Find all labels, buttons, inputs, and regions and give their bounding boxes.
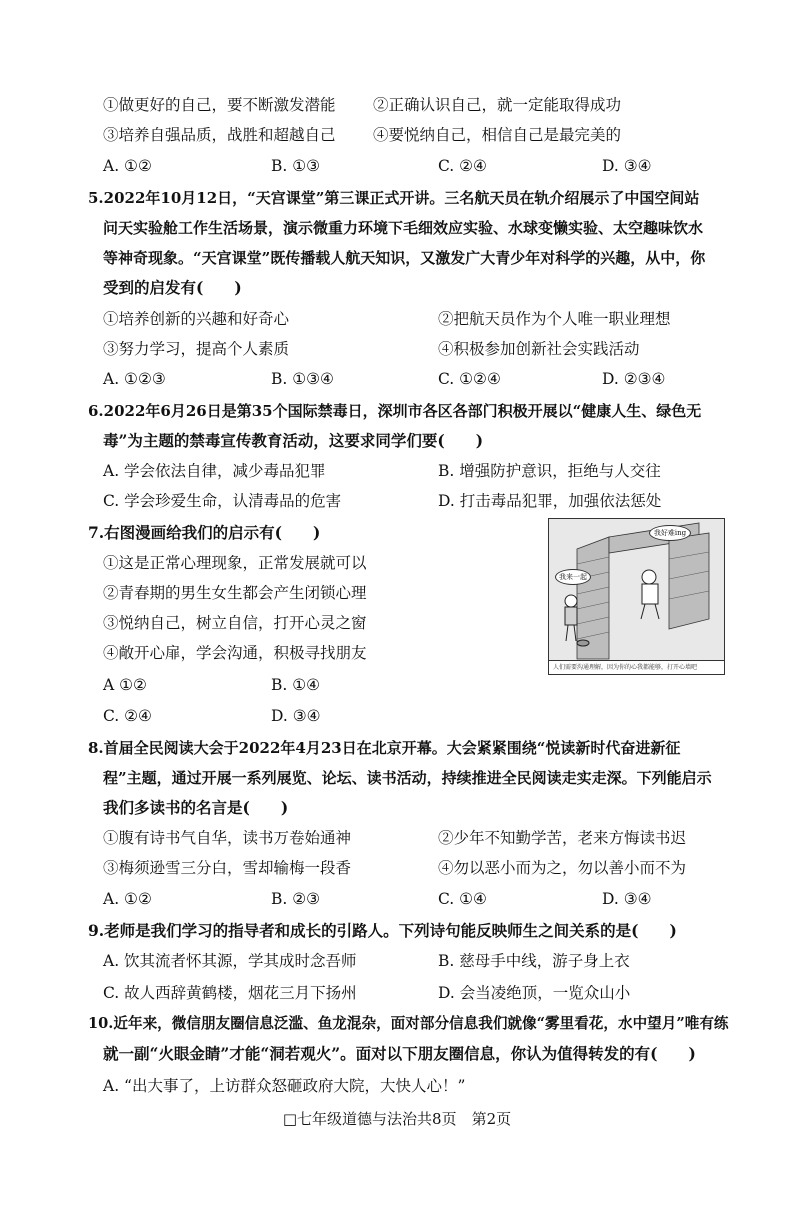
q8-statement-1: ①腹有诗书气自华，读书万卷始通神: [103, 829, 352, 847]
q7-option-a: A ①②: [103, 676, 147, 694]
q5-option-a: A. ①②③: [103, 370, 166, 388]
comic-caption: 人们需要沟通理解，因为你的心我都能够，打开心墙吧: [549, 660, 724, 674]
q5-stem-line-1: 5.2022年10月12日，“天宫课堂”第三课正式开讲。三名航天员在轨介绍展示了中国空间站: [88, 189, 700, 207]
page-footer: □七年级道德与法治共8页 第2页: [282, 1110, 512, 1128]
q7-statement-1: ①这是正常心理现象，正常发展就可以: [103, 554, 367, 572]
q4-statement-4: ④要悦纳自己，相信自己是最完美的: [373, 126, 622, 144]
q4-option-d: D. ③④: [602, 157, 652, 175]
q5-stem-line-4: 受到的启发有( ): [103, 278, 242, 297]
comic-bubble-inside: 我好难ing: [649, 525, 691, 541]
q4-statement-2: ②正确认识自己，就一定能取得成功: [373, 96, 622, 114]
q9-option-b: B. 慈母手中线，游子身上衣: [438, 952, 630, 970]
q9-option-a: A. 饮其流者怀其源，学其成时念吾师: [103, 952, 357, 970]
q10-stem-line-1: 10.近年来，微信朋友圈信息泛滥、鱼龙混杂，面对部分信息我们就像“雾里看花，水中望月”唯有练: [88, 1015, 729, 1032]
q7-statement-3: ③悦纳自己，树立自信，打开心灵之窗: [103, 614, 367, 632]
q4-option-c: C. ②④: [438, 157, 487, 175]
q9-stem: 9.老师是我们学习的指导者和成长的引路人。下列诗句能反映师生之间关系的是( ): [88, 921, 677, 940]
q7-statement-4: ④敞开心扉，学会沟通，积极寻找朋友: [103, 644, 367, 662]
q6-stem-line-1: 6.2022年6月26日是第35个国际禁毒日，深圳市各区各部门积极开展以“健康人生、绿色无: [88, 402, 702, 420]
q4-statement-1: ①做更好的自己，要不断激发潜能: [103, 96, 336, 114]
q8-option-c: C. ①④: [438, 890, 487, 908]
q5-statement-2: ②把航天员作为个人唯一职业理想: [438, 310, 671, 328]
q8-option-b: B. ②③: [271, 890, 321, 908]
q6-option-c: C. 学会珍爱生命，认清毒品的危害: [103, 492, 342, 510]
q7-statement-2: ②青春期的男生女生都会产生闭锁心理: [103, 584, 367, 602]
q8-statement-2: ②少年不知勤学苦，老来方悔读书迟: [438, 829, 687, 847]
q6-option-a: A. 学会依法自律，减少毒品犯罪: [103, 462, 326, 480]
q5-option-c: C. ①②④: [438, 370, 501, 388]
q4-statement-3: ③培养自强品质，战胜和超越自己: [103, 126, 336, 144]
q8-stem-line-2: 程”主题，通过开展一系列展览、论坛、读书活动，持续推进全民阅读走实走深。下列能启示: [103, 769, 712, 787]
q10-stem-line-2: 就一副“火眼金睛”才能“洞若观火”。面对以下朋友圈信息，你认为值得转发的有( ): [103, 1044, 696, 1063]
q10-option-a: A. “出大事了，上访群众怒砸政府大院，大快人心！”: [103, 1077, 466, 1095]
comic-drawing: [549, 519, 724, 660]
q8-statement-4: ④勿以恶小而为之，勿以善小而不为: [438, 859, 687, 877]
q7-option-b: B. ①④: [271, 676, 321, 694]
q5-statement-3: ③努力学习，提高个人素质: [103, 340, 290, 358]
q9-option-c: C. 故人西辞黄鹤楼，烟花三月下扬州: [103, 984, 357, 1002]
q4-option-a: A. ①②: [103, 157, 152, 175]
q5-stem-line-2: 问天实验舱工作生活场景，演示微重力环境下毛细效应实验、水球变懒实验、太空趣味饮水: [103, 219, 704, 237]
q8-stem-line-3: 我们多读书的名言是( ): [103, 798, 289, 817]
q5-option-d: D. ②③④: [602, 370, 666, 388]
comic-bubble-outside: 我来一起: [555, 569, 591, 585]
q5-statement-4: ④积极参加创新社会实践活动: [438, 340, 640, 358]
q7-option-d: D. ③④: [271, 707, 321, 725]
q7-stem: 7.右图漫画给我们的启示有( ): [88, 523, 321, 542]
q7-comic-image: [548, 518, 725, 675]
q8-statement-3: ③梅须逊雪三分白，雪却输梅一段香: [103, 859, 352, 877]
q7-option-c: C. ②④: [103, 707, 152, 725]
q8-stem-line-1: 8.首届全民阅读大会于2022年4月23日在北京开幕。大会紧紧围绕“悦读新时代奋进新征: [88, 739, 681, 757]
q6-option-d: D. 打击毒品犯罪，加强依法惩处: [438, 492, 662, 510]
q8-option-a: A. ①②: [103, 890, 152, 908]
q5-stem-line-3: 等神奇现象。“天宫课堂”既传播载人航天知识，又激发广大青少年对科学的兴趣，从中，你: [103, 249, 706, 267]
q5-option-b: B. ①③④: [271, 370, 334, 388]
q6-option-b: B. 增强防护意识，拒绝与人交往: [438, 462, 661, 480]
q9-option-d: D. 会当凌绝顶，一览众山小: [438, 984, 631, 1002]
q4-option-b: B. ①③: [271, 157, 321, 175]
q5-statement-1: ①培养创新的兴趣和好奇心: [103, 310, 290, 328]
q6-stem-line-2: 毒”为主题的禁毒宣传教育活动，这要求同学们要( ): [103, 431, 484, 450]
q8-option-d: D. ③④: [602, 890, 652, 908]
